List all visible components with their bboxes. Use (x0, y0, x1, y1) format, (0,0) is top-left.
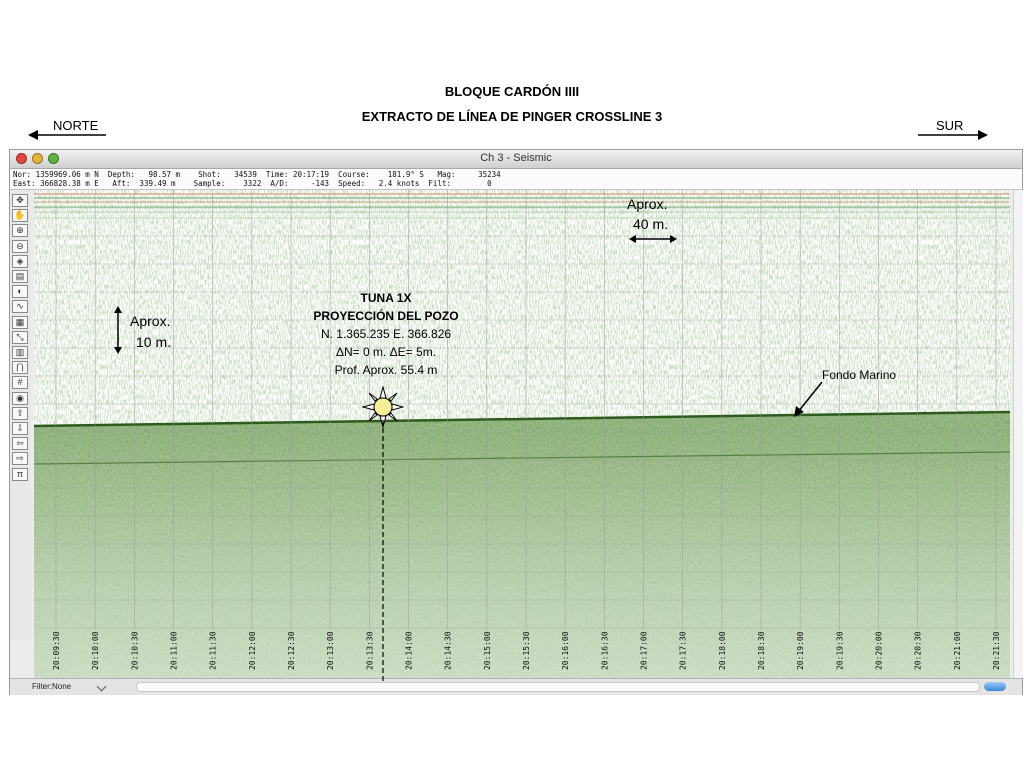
horizontal-scale-label-2: 40 m. (633, 216, 669, 232)
direction-south-label: SUR (936, 118, 964, 133)
well-offsets: ΔN= 0 m. ΔE= 5m. (335, 345, 437, 359)
time-label: 20:18:00 (717, 631, 727, 670)
time-label: 20:12:00 (247, 631, 257, 670)
seabed-label: Fondo Marino (822, 368, 897, 382)
seismic-window (9, 149, 1023, 695)
direction-north-label: NORTE (53, 118, 99, 133)
time-label: 20:16:30 (600, 631, 610, 670)
status-bar (10, 678, 1022, 695)
time-label: 20:15:30 (522, 631, 531, 670)
seismic-display[interactable] (34, 190, 1010, 680)
horizontal-scale-arrow-icon (629, 233, 677, 245)
seismic-profile (34, 190, 1010, 680)
tool-palette (10, 190, 31, 640)
time-label: 20:12:30 (287, 631, 296, 670)
time-label: 20:10:00 (91, 631, 101, 670)
slide-title: BLOQUE CARDÓN IIII (444, 84, 580, 99)
layers-icon[interactable]: ▤ (12, 270, 28, 283)
time-label: 20:20:30 (913, 631, 923, 670)
magnet-icon[interactable]: ⋂ (12, 361, 28, 374)
well-projection-label: PROYECCIÓN DEL POZO (313, 309, 459, 323)
time-label: 20:17:00 (639, 631, 649, 670)
select-icon[interactable]: ✥ (12, 194, 28, 207)
arrow-left-icon[interactable]: ⇦ (12, 437, 28, 450)
vertical-scale-arrow-icon (110, 306, 126, 354)
vertical-scale-label-2: 10 m. (136, 334, 172, 350)
time-label: 20:21:30 (992, 631, 1001, 670)
well-name: TUNA 1X (360, 291, 412, 305)
chevron-down-icon[interactable] (97, 682, 107, 692)
arrow-left-icon (28, 129, 108, 141)
time-label: 20:11:00 (169, 631, 179, 670)
horizontal-scrollbar[interactable] (136, 682, 980, 692)
color-map-icon[interactable]: ▦ (12, 316, 28, 329)
well-coordinates: N. 1.365.235 E. 366.826 (320, 327, 452, 341)
time-label: 20:13:30 (365, 631, 375, 670)
measure-icon[interactable]: ⤡ (12, 331, 28, 344)
vertical-scale-label-1: Aprox. (130, 313, 171, 329)
seabed-pointer-arrow-icon (790, 380, 826, 420)
horizontal-scale-label-1: Aprox. (627, 196, 668, 212)
zoom-fit-icon[interactable]: ◈ (12, 255, 28, 268)
hand-icon[interactable]: ✋ (12, 209, 28, 222)
time-label: 20:19:00 (796, 631, 806, 670)
well-projection-line (380, 420, 386, 682)
time-label: 20:20:00 (874, 631, 884, 670)
window-title: Ch 3 - Seismic (480, 152, 552, 164)
time-label: 20:16:00 (561, 631, 571, 670)
grid-icon[interactable]: # (12, 376, 28, 389)
zoom-in-icon[interactable]: ⊕ (12, 224, 28, 237)
time-label: 20:21:00 (952, 631, 962, 670)
text-tool-icon[interactable]: π (12, 468, 28, 481)
time-label: 20:14:30 (443, 631, 453, 670)
zoom-out-icon[interactable]: ⊖ (12, 240, 28, 253)
contrast-icon[interactable]: ◐ (12, 285, 28, 298)
camera-icon[interactable]: ◉ (12, 392, 28, 405)
arrow-up-icon[interactable]: ⇧ (12, 407, 28, 420)
time-label: 20:10:30 (130, 631, 140, 670)
scroll-thumb[interactable] (984, 682, 1006, 691)
arrow-right-icon (918, 129, 988, 141)
arrow-right-icon[interactable]: ⇨ (12, 452, 28, 465)
time-label: 20:19:30 (835, 631, 845, 670)
filter-select[interactable]: Filter:None (32, 682, 72, 691)
well-annotation (300, 289, 472, 379)
info-row-east: East: 366828.38 m E Aft: 339.49 m Sample: 3322 A/D: -143 Speed: 2.4 knots Filt: 0 (13, 179, 492, 188)
gain-curve-icon[interactable]: ∿ (12, 300, 28, 313)
palette-icon[interactable]: ▥ (12, 346, 28, 359)
info-row-north: Nor: 1359969.06 m N Depth: 98.57 m Shot: 34539 Time: 20:17:19 Course: 181.9° S Mag: 35234 (13, 170, 501, 179)
time-label: 20:18:30 (757, 631, 766, 670)
arrow-down-icon[interactable]: ⇩ (12, 422, 28, 435)
time-label: 20:15:00 (482, 631, 492, 670)
well-depth: Prof. Aprox. 55.4 m (334, 363, 438, 377)
vertical-scrollbar[interactable] (1013, 190, 1023, 678)
slide-subtitle: EXTRACTO DE LÍNEA DE PINGER CROSSLINE 3 (361, 109, 663, 124)
time-label: 20:09:30 (52, 631, 61, 670)
time-label: 20:14:00 (404, 631, 414, 670)
time-label: 20:17:30 (678, 631, 688, 670)
window-titlebar[interactable] (10, 150, 1022, 169)
time-label: 20:13:00 (326, 631, 336, 670)
time-label: 20:11:30 (208, 631, 218, 670)
navigation-info-bar (10, 169, 1022, 190)
